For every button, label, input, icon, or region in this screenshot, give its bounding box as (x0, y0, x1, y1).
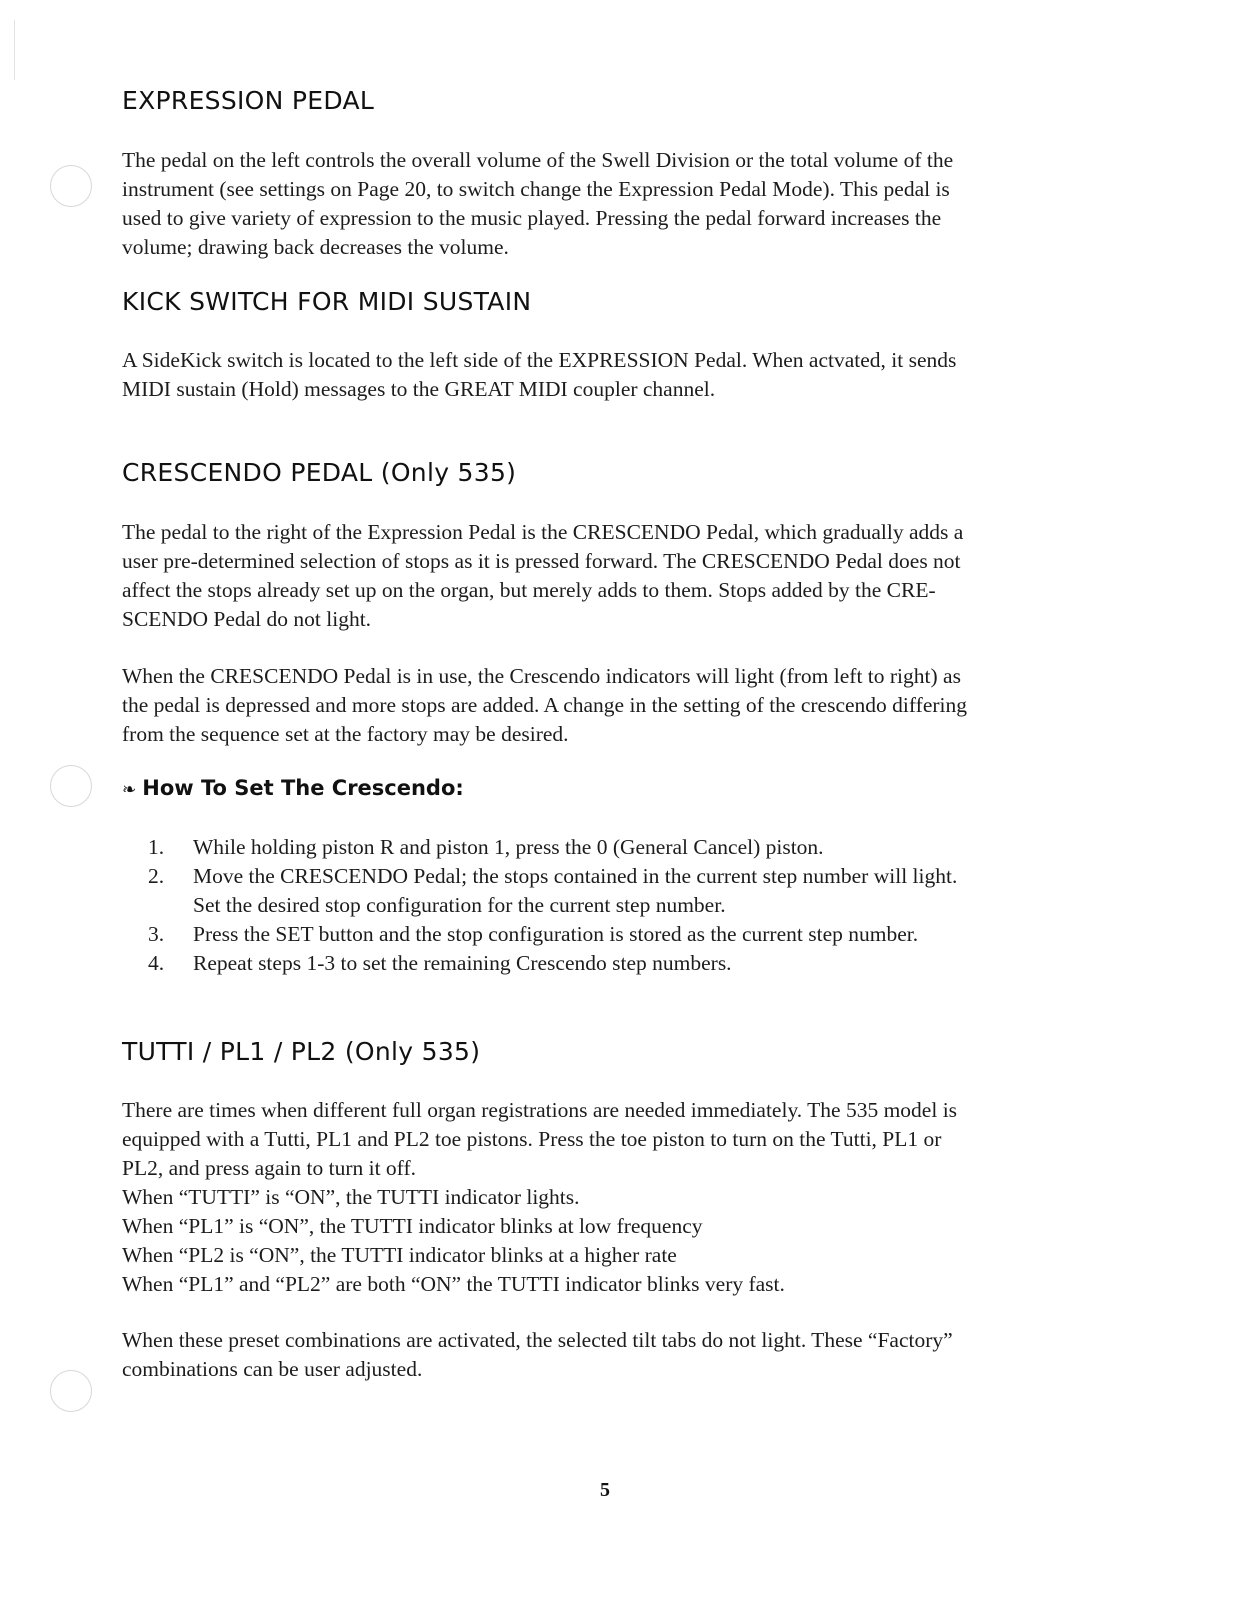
text-line: PL2, and press again to turn it off. (122, 1156, 416, 1180)
punch-hole-middle (50, 765, 92, 807)
text-line: SCENDO Pedal do not light. (122, 607, 372, 631)
text-line: When “TUTTI” is “ON”, the TUTTI indicator lights. (122, 1185, 580, 1209)
text-line: from the sequence set at the factory may be desired. (122, 722, 569, 746)
text-line: affect the stops already set up on the organ, but merely adds to them. Stops added by the CRE- (122, 578, 936, 602)
tutti-paragraph-2 (122, 1326, 1082, 1384)
kick-switch-paragraph (122, 346, 1082, 404)
step-number: 1. (148, 835, 165, 859)
crescendo-steps-list (122, 833, 1082, 978)
page-number: 5 (600, 1479, 610, 1501)
step-text: Press the SET button and the stop configuration is stored as the current step number. (193, 922, 919, 946)
crescendo-pedal-heading: CRESCENDO PEDAL (Only 535) (122, 458, 517, 487)
text-line: When “PL1” and “PL2” are both “ON” the TUTTI indicator blinks very fast. (122, 1272, 785, 1296)
kick-switch-heading: KICK SWITCH FOR MIDI SUSTAIN (122, 287, 532, 316)
list-item (122, 862, 1082, 920)
tutti-heading: TUTTI / PL1 / PL2 (Only 535) (122, 1037, 481, 1066)
how-to-set-crescendo-subheading (122, 776, 464, 800)
text-line: The pedal on the left controls the overall volume of the Swell Division or the total volume of the (122, 148, 954, 172)
punch-hole-top (50, 165, 92, 207)
punch-hole-bottom (50, 1370, 92, 1412)
text-line: volume; drawing back decreases the volume. (122, 235, 509, 259)
scan-edge-mark (14, 20, 15, 80)
list-item (122, 833, 1082, 862)
text-line: There are times when different full organ registrations are needed immediately. The 535 model is (122, 1098, 958, 1122)
text-line: The pedal to the right of the Expression Pedal is the CRESCENDO Pedal, which gradually adds a (122, 520, 964, 544)
text-line: the pedal is depressed and more stops are added. A change in the setting of the crescendo differing (122, 693, 967, 717)
step-text: Repeat steps 1-3 to set the remaining Crescendo step numbers. (193, 951, 732, 975)
text-line: equipped with a Tutti, PL1 and PL2 toe pistons. Press the toe piston to turn on the Tutti, PL1 or (122, 1127, 942, 1151)
text-line: When “PL2 is “ON”, the TUTTI indicator blinks at a higher rate (122, 1243, 677, 1267)
step-text: Set the desired stop configuration for the current step number. (193, 893, 726, 917)
text-line: MIDI sustain (Hold) messages to the GREAT MIDI coupler channel. (122, 377, 716, 401)
expression-pedal-heading: EXPRESSION PEDAL (122, 86, 375, 115)
text-line: When these preset combinations are activated, the selected tilt tabs do not light. These “Factory” (122, 1328, 953, 1352)
step-number: 4. (148, 951, 165, 975)
step-number: 3. (148, 922, 165, 946)
text-line: used to give variety of expression to the music played. Pressing the pedal forward increases the (122, 206, 942, 230)
text-line: user pre-determined selection of stops as it is pressed forward. The CRESCENDO Pedal does not (122, 549, 961, 573)
how-to-title: How To Set The Crescendo: (142, 776, 464, 800)
step-text: Move the CRESCENDO Pedal; the stops contained in the current step number will light. (193, 864, 958, 888)
crescendo-paragraph-2 (122, 662, 1082, 749)
tutti-paragraph-1 (122, 1096, 1082, 1299)
text-line: instrument (see settings on Page 20, to switch change the Expression Pedal Mode). This pedal is (122, 177, 950, 201)
text-line: When “PL1” is “ON”, the TUTTI indicator blinks at low frequency (122, 1214, 703, 1238)
text-line: combinations can be user adjusted. (122, 1357, 423, 1381)
step-text: While holding piston R and piston 1, press the 0 (General Cancel) piston. (193, 835, 824, 859)
step-number: 2. (148, 864, 165, 888)
text-line: When the CRESCENDO Pedal is in use, the Crescendo indicators will light (from left to right) as (122, 664, 961, 688)
list-item (122, 920, 1082, 949)
list-item (122, 949, 1082, 978)
text-line: A SideKick switch is located to the left side of the EXPRESSION Pedal. When actvated, it sends (122, 348, 957, 372)
crescendo-paragraph-1 (122, 518, 1082, 634)
expression-pedal-paragraph (122, 146, 1082, 262)
fleuron-bullet-icon: ❧ (122, 780, 137, 800)
